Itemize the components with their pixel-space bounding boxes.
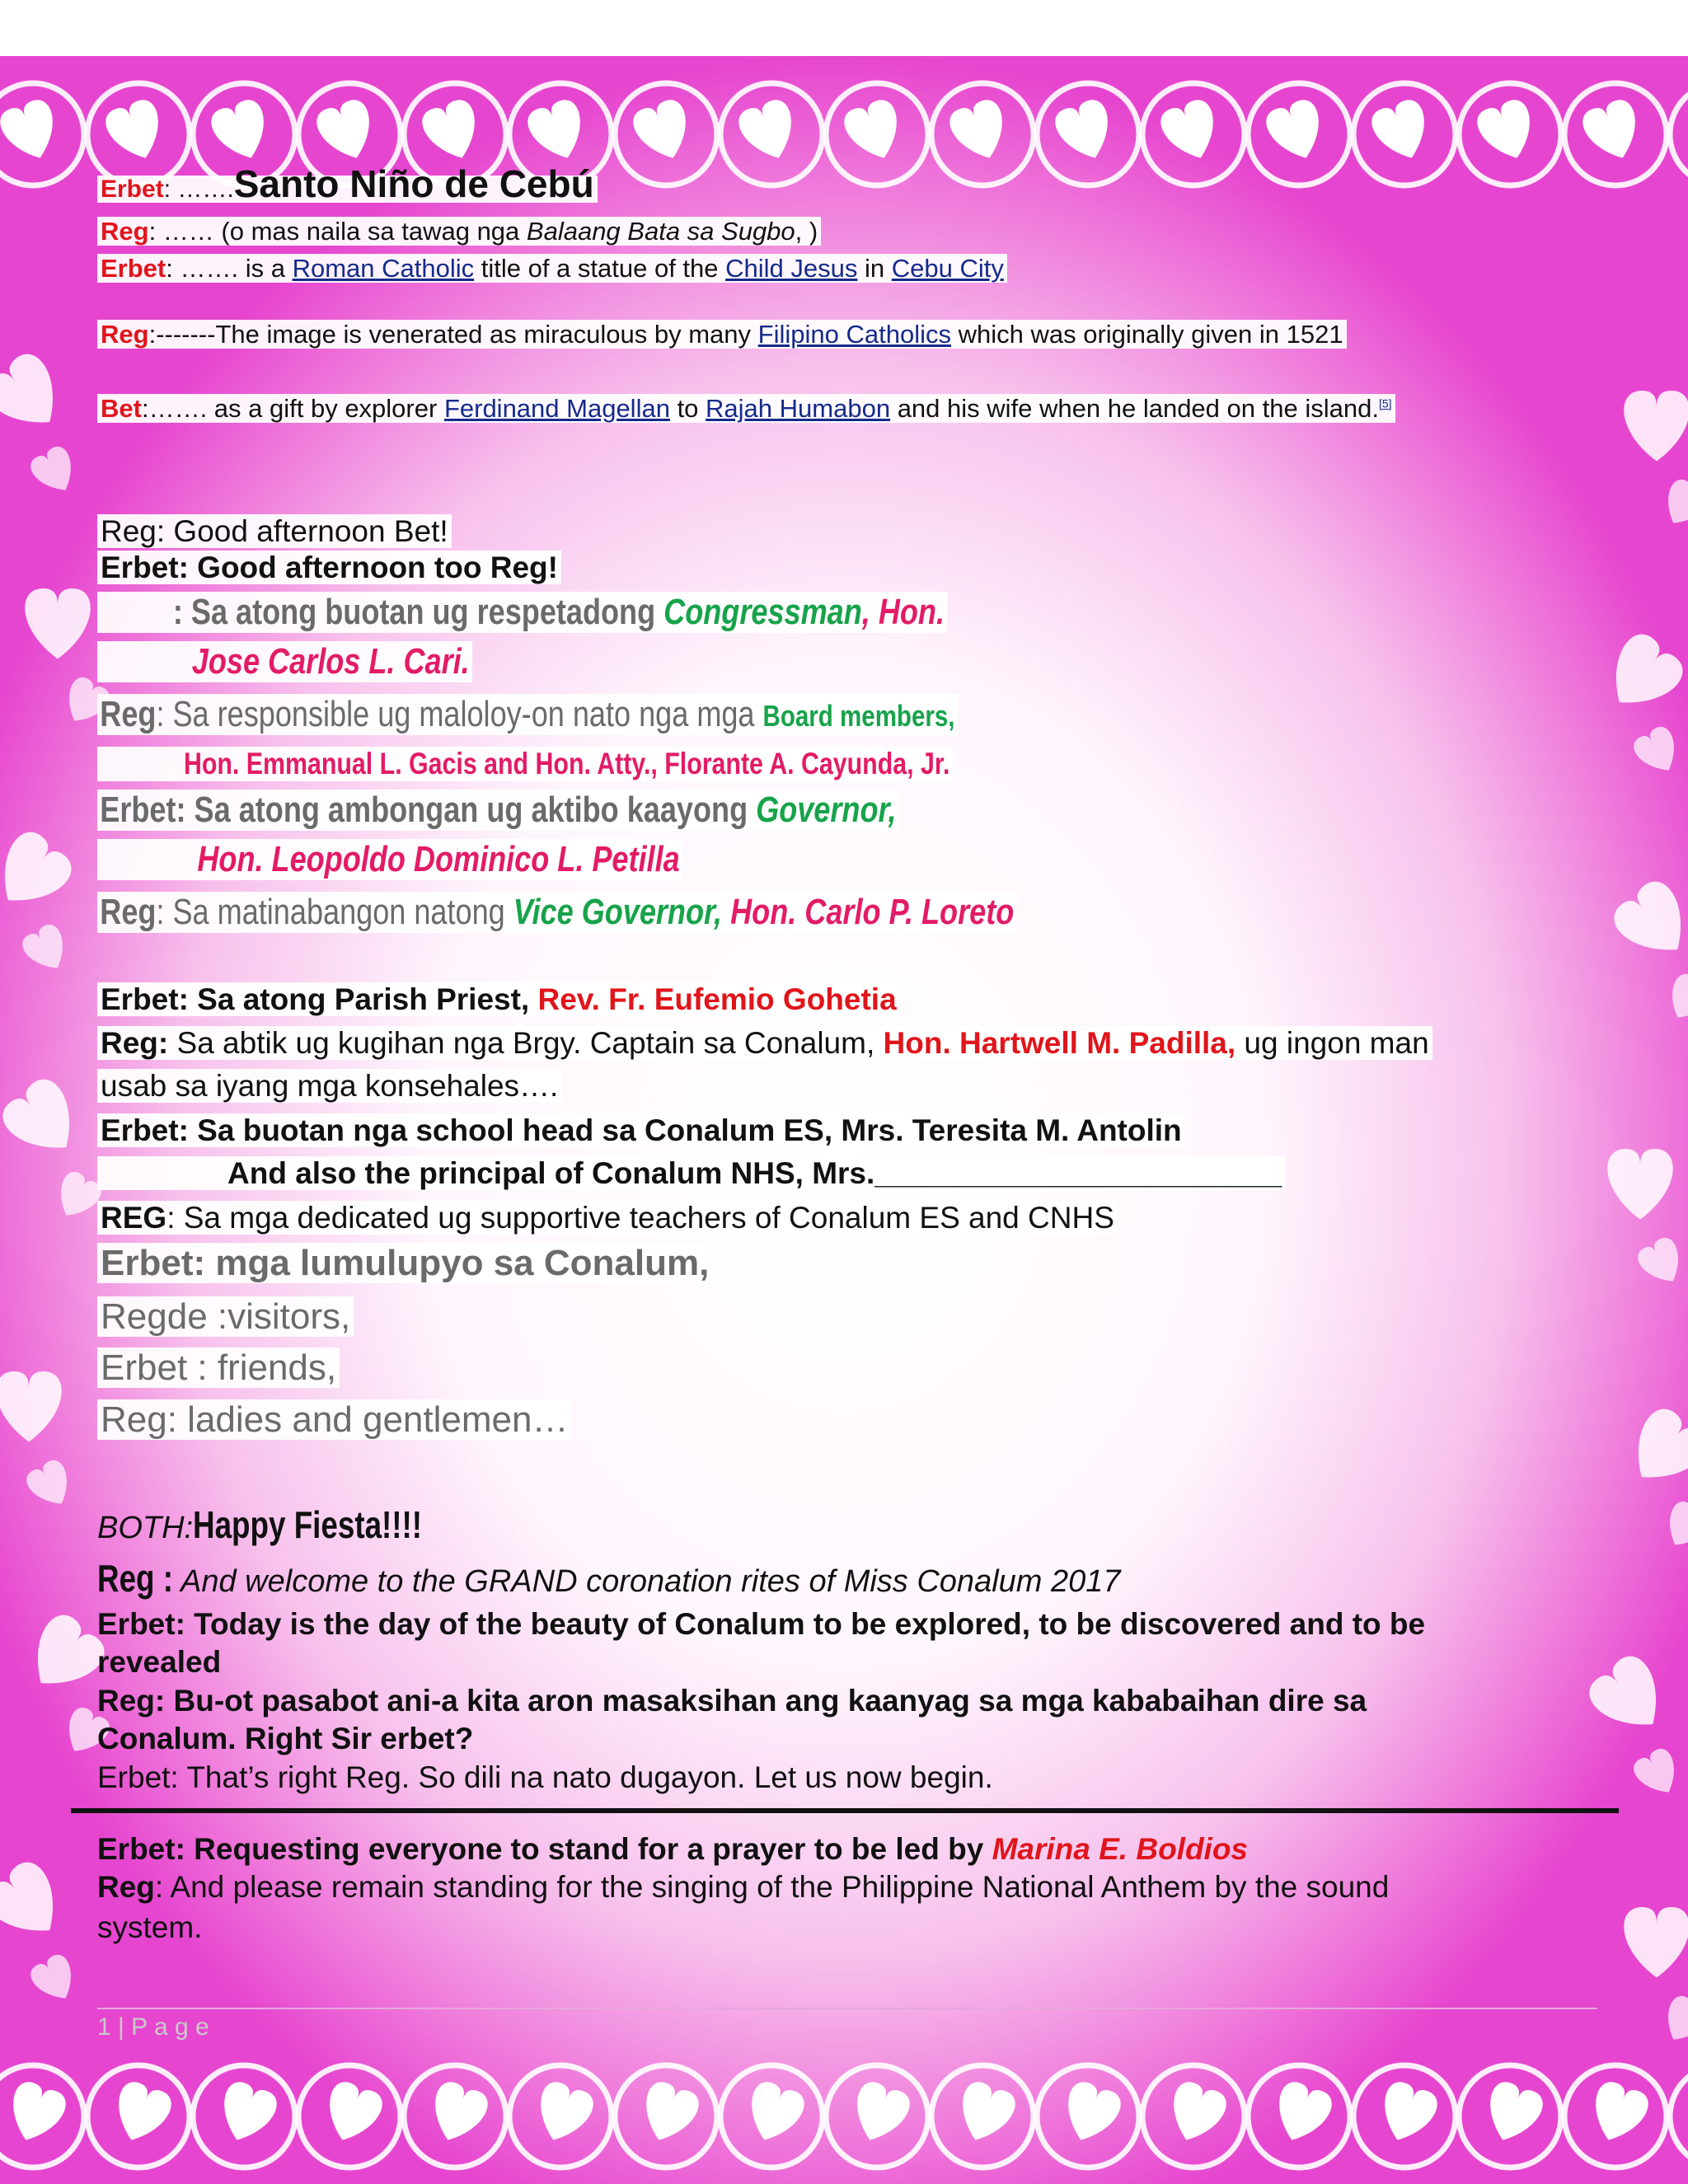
school-head-line — [97, 1113, 1185, 1148]
heart-ornament — [0, 1072, 91, 1169]
congressman-name: Jose Carlos L. Cari. — [191, 641, 470, 682]
heart-ornament — [418, 96, 486, 167]
heart-ornament — [1656, 476, 1688, 533]
speaker-label: Bet — [101, 394, 142, 423]
governor-name: Hon. Leopoldo Dominico L. Petilla — [197, 839, 680, 879]
governor-title: Governor, — [756, 790, 897, 830]
governor-line-2 — [97, 839, 811, 880]
heart-ornament — [945, 96, 1014, 167]
heart-ornament — [1607, 874, 1688, 971]
officials-text: : Sa matinabangon natong — [156, 892, 513, 932]
friends-line — [97, 1347, 340, 1389]
intro-italic: Balaang Bata sa Sugbo — [526, 217, 795, 246]
heart-ornament — [528, 2079, 597, 2149]
heart-ornament — [1656, 1992, 1688, 2050]
ring-ornament — [1670, 83, 1688, 185]
visitors-text: Regde :visitors, — [97, 1296, 354, 1337]
heart-ornament — [1616, 1402, 1688, 1498]
heart-ornament — [1478, 2079, 1546, 2149]
konsehales-text: usab sa iyang mga konsehales…. — [97, 1069, 561, 1103]
vice-governor-name: Hon. Carlo P. Loreto — [730, 892, 1015, 932]
heart-ornament — [634, 2079, 702, 2149]
link-ferdinand-magellan[interactable]: Ferdinand Magellan — [443, 394, 670, 423]
heart-ornament — [423, 2079, 491, 2149]
principal-text: And also the principal of Conalum NHS, Mrs.________________________ — [97, 1156, 1285, 1190]
ladies-line — [97, 1399, 571, 1441]
reg-buot-line-1: Reg: Bu-ot pasabot ani-a kita aron masaksihan ang kaanyag sa mga kababaihan dire sa — [97, 1684, 1367, 1718]
speaker-label: Reg : — [97, 1557, 173, 1600]
parish-priest-name: Rev. Fr. Eufemio Gohetia — [537, 982, 897, 1016]
intro-line-2 — [97, 217, 821, 246]
officials-text: : Sa atong buotan ug respetadong — [172, 592, 664, 632]
intro-text: and his wife when he landed on the island. — [890, 394, 1379, 423]
heart-ornament — [1473, 96, 1541, 167]
heart-ornament — [207, 96, 275, 167]
heart-ornament — [0, 347, 75, 443]
heart-ornament — [1658, 1497, 1688, 1555]
heart-ornament — [26, 1951, 82, 2008]
welcome-text: And welcome to the GRAND coronation rites of Miss Conalum 2017 — [181, 1564, 1121, 1599]
heart-ornament — [0, 96, 65, 167]
heart-ornament — [1583, 2079, 1652, 2149]
intro-text: :……. as a gift by explorer — [141, 394, 444, 423]
link-roman-catholic[interactable]: Roman Catholic — [292, 254, 475, 283]
speaker-label: Reg — [101, 217, 149, 246]
heart-ornament — [312, 96, 381, 167]
intro-line-5 — [97, 394, 1395, 424]
heart-ornament — [317, 2079, 386, 2149]
greet-erbet-text: Erbet: Good afternoon too Reg! — [97, 551, 561, 584]
heart-ornament — [212, 2079, 280, 2149]
board-members-label: Board members, — [762, 699, 955, 733]
teachers-line — [97, 1201, 1118, 1235]
congressman-title: Congressman — [663, 592, 862, 632]
document-title: Santo Niño de Cebú — [233, 162, 594, 205]
prayer-line — [97, 1832, 1248, 1867]
reg-buot-line-2: Conalum. Right Sir erbet? — [97, 1722, 474, 1755]
heart-ornament — [1594, 627, 1688, 724]
heart-ornament — [1624, 391, 1688, 462]
intro-text-end: , ) — [795, 217, 818, 246]
heart-ornament — [106, 2079, 175, 2149]
speaker-label: Reg — [100, 892, 157, 932]
prayer-leader-name: Marina E. Boldios — [992, 1832, 1249, 1866]
heart-ornament — [1267, 2079, 1335, 2149]
intro-text: : …… (o mas naila sa tawag nga — [148, 217, 527, 246]
link-cebu-city[interactable]: Cebu City — [891, 254, 1004, 283]
heart-ornament — [1056, 2079, 1124, 2149]
captain-text-end: ug ingon man — [1236, 1026, 1429, 1060]
anthem-line-1 — [97, 1870, 1389, 1905]
intro-line-4 — [97, 320, 1347, 349]
greet-reg-text: Reg: Good afternoon Bet! — [97, 514, 452, 548]
heart-ornament — [840, 96, 908, 167]
link-filipino-catholics[interactable]: Filipino Catholics — [757, 320, 951, 349]
speaker-label: REG — [101, 1201, 167, 1235]
heart-ornament — [1051, 96, 1119, 167]
congressman-line-2 — [97, 641, 555, 682]
heart-ornament — [739, 2079, 808, 2149]
vice-governor-title: Vice Governor, — [513, 892, 731, 932]
heart-ornament — [1634, 1234, 1688, 1291]
congressman-line-1 — [97, 592, 1134, 633]
intro-text: to — [669, 394, 706, 423]
erbet-today-line-2: revealed — [97, 1645, 222, 1679]
speaker-label: Reg — [101, 320, 149, 349]
heart-ornament — [1578, 96, 1647, 167]
heart-ornament — [1684, 96, 1688, 167]
visitors-line — [97, 1296, 354, 1338]
reference-link[interactable]: [5] — [1378, 396, 1392, 410]
heart-ornament — [1, 2079, 69, 2149]
page-number: 1 | P a g e — [97, 2013, 209, 2041]
vice-governor-line — [97, 892, 1218, 933]
captain-name: Hon. Hartwell M. Padilla, — [883, 1026, 1236, 1060]
speaker-label: Erbet — [101, 176, 164, 203]
speaker-label: Reg: — [101, 1026, 169, 1060]
intro-text: :-------The image is venerated as miraculous by many — [148, 320, 758, 349]
teachers-text: : Sa mga dedicated ug supportive teachers of Conalum ES and CNHS — [166, 1201, 1114, 1235]
heart-ornament — [1624, 1907, 1688, 1978]
heart-ornament — [523, 96, 592, 167]
heart-ornament — [26, 443, 82, 500]
friends-text: Erbet : friends, — [97, 1347, 340, 1388]
greet-reg — [97, 514, 452, 549]
link-rajah-humabon[interactable]: Rajah Humabon — [706, 394, 891, 423]
ring-ornament — [1670, 2065, 1688, 2168]
intro-text: : ……. is a — [166, 254, 293, 283]
heart-ornament — [25, 588, 91, 659]
anthem-text: : And please remain standing for the singing of the Philippine National Anthem by the sound — [154, 1870, 1390, 1904]
happy-fiesta: Happy Fiesta!!!! — [193, 1503, 423, 1546]
residents-text: Erbet: mga lumulupyo sa Conalum, — [97, 1243, 712, 1283]
heart-ornament — [629, 96, 697, 167]
anthem-line-2: system. — [97, 1910, 203, 1944]
parish-line — [97, 982, 900, 1017]
heart-ornament — [950, 2079, 1019, 2149]
ladies-text: Reg: ladies and gentlemen… — [97, 1399, 571, 1440]
heart-ornament — [22, 1456, 78, 1514]
heart-ornament — [1372, 2079, 1441, 2149]
erbet-today-line-1: Erbet: Today is the day of the beauty of Conalum to be explored, to be discovered and to be — [97, 1607, 1426, 1641]
intro-line-1 — [97, 162, 598, 206]
heart-ornament — [1629, 723, 1686, 780]
heart-ornament — [1629, 1745, 1686, 1802]
erbet-begin-line: Erbet: That’s right Reg. So dili na nato dugayon. Let us now begin. — [97, 1760, 993, 1794]
school-head-text: Erbet: Sa buotan nga school head sa Conalum ES, Mrs. Teresita M. Antolin — [97, 1113, 1185, 1147]
both-line — [97, 1502, 480, 1547]
heart-ornament — [1582, 1649, 1678, 1746]
board-line-1 — [97, 694, 1146, 735]
heart-ornament — [101, 96, 170, 167]
heart-ornament — [1262, 96, 1330, 167]
heart-ornament — [1607, 1149, 1673, 1220]
heart-ornament — [18, 921, 74, 978]
intro-text: title of a statue of the — [474, 254, 726, 283]
captain-text: Sa abtik ug kugihan nga Brgy. Captain sa Conalum, — [168, 1026, 884, 1060]
heart-ornament — [0, 1371, 62, 1442]
section-divider — [71, 1808, 1619, 1813]
heart-ornament — [0, 1855, 75, 1952]
separator: : ……. — [163, 176, 234, 203]
heart-ornament — [1156, 96, 1225, 167]
konsehales-line — [97, 1069, 561, 1104]
speaker-label: Reg — [97, 1870, 155, 1904]
board-line-2 — [97, 747, 1141, 781]
speaker-label: Erbet — [101, 254, 166, 283]
governor-line-1 — [97, 790, 1075, 831]
speaker-label: BOTH: — [97, 1511, 194, 1545]
board-members-names: Hon. Emmanual L. Gacis and Hon. Atty., Florante A. Cayunda, Jr. — [183, 747, 950, 780]
heart-ornament — [0, 825, 78, 921]
greet-erbet — [97, 551, 561, 585]
welcome-line — [97, 1556, 1121, 1601]
parish-text: Erbet: Sa atong Parish Priest, — [101, 982, 538, 1016]
prayer-text: Erbet: Requesting everyone to stand for a prayer to be led by — [97, 1832, 992, 1866]
intro-text: which was originally given in 1521 — [950, 320, 1343, 349]
residents-line — [97, 1243, 712, 1284]
document-page — [0, 56, 1688, 2184]
footer-rule — [97, 2008, 1597, 2009]
officials-text: Erbet: Sa atong ambongan ug aktibo kaayong — [100, 790, 757, 830]
intro-line-3 — [97, 254, 1007, 284]
heart-ornament — [1161, 2079, 1230, 2149]
heart-ornament — [734, 96, 803, 167]
link-child-jesus[interactable]: Child Jesus — [725, 254, 858, 283]
intro-text: in — [857, 254, 892, 283]
heart-ornament — [1660, 970, 1688, 1028]
heart-ornament — [1367, 96, 1436, 167]
speaker-label: Reg — [100, 694, 157, 734]
principal-line — [97, 1156, 1285, 1191]
heart-ornament — [845, 2079, 913, 2149]
captain-line — [97, 1026, 1432, 1061]
officials-text: : Sa responsible ug maloloy-on nato nga mga — [156, 694, 763, 734]
hon-prefix: , Hon. — [861, 592, 945, 632]
